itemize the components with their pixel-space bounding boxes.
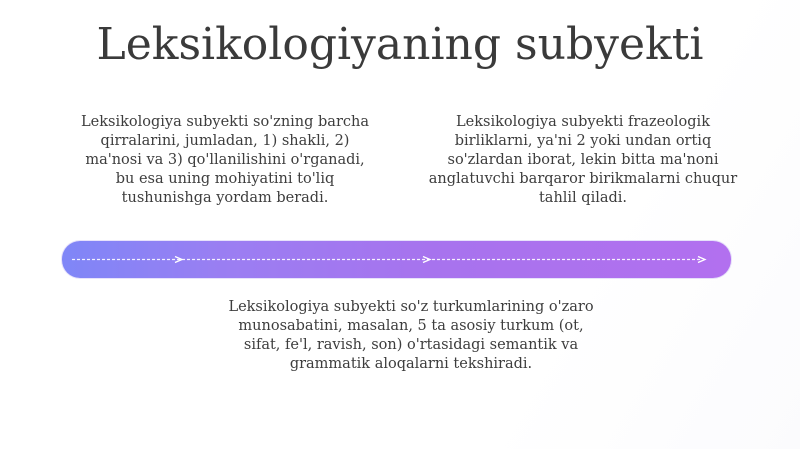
paragraph-left: Leksikologiya subyekti so'zning barcha qirralarini, jumladan, 1) shakli, 2) ma'nosi va 3) qo'llanilishini o'rganadi, bu esa uning mohiyatini to'liq tushunishga yordam beradi. xyxy=(81,114,369,206)
paragraph-right: Leksikologiya subyekti frazeologik birliklarni, ya'ni 2 yoki undan ortiq so'zlardan iborat, lekin bitta ma'noni anglatuvchi barqaror birikmalarni chuqur tahlil qiladi. xyxy=(428,114,738,206)
timeline-track xyxy=(62,241,731,278)
timeline-bar xyxy=(62,241,731,278)
paragraph-bottom: Leksikologiya subyekti so'z turkumlarining o'zaro munosabatini, masalan, 5 ta asosiy turkum (ot, sifat, fe'l, ravish, son) o'rtasidagi semantik va grammatik aloqalarni tekshiradi. xyxy=(228,299,594,372)
slide-title: Leksikologiyaning subyekti xyxy=(96,19,704,70)
